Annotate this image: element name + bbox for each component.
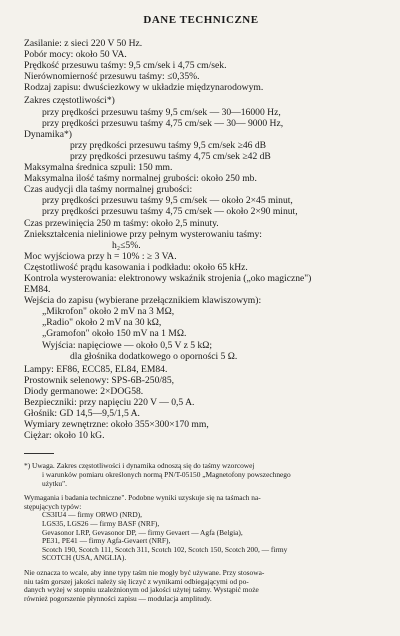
spec-line: Głośnik: GD 14,5—9,5/1,5 A. [24,408,140,420]
spec-line: Maksymalna ilość taśmy normalnej grubości: około 250 mb. [24,173,257,185]
spec-line: Zakres częstotliwości*) [24,95,115,107]
footnote-line: również pogorszenie płynności zapisu — modulacja amplitudy. [24,594,212,603]
spec-line: Lampy: EF86, ECC85, EL84, EM84. [24,363,168,375]
spec-line: przy prędkości przesuwu taśmy 9,5 cm/sek ≥46 dB [70,139,267,151]
spec-line: Prędkość przesuwu taśmy: 9,5 cm/sek i 4,75 cm/sek. [24,60,227,72]
spec-line: Wymiary zewnętrzne: około 355×300×170 mm, [24,419,209,431]
spec-line: Moc wyjściowa przy h = 10% : ≥ 3 VA. [24,250,177,262]
spec-line: „Mikrofon" około 2 mV na 3 MΩ, [42,306,175,318]
footnote-line: danych wyżej w stopniu uzależnionym od jakości użytej taśmy. Wystąpić może [24,586,259,595]
footnote-line: użytku". [42,479,67,488]
spec-line: Częstotliwość prądu kasowania i podkładu: około 65 kHz. [24,261,248,273]
spec-line: przy prędkości przesuwu taśmy 4,75 cm/sek — 30— 9000 Hz, [42,117,284,129]
spec-line: Zasilanie: z sieci 220 V 50 Hz. [24,38,143,49]
spec-line: Zniekształcenia nieliniowe przy pełnym wysterowaniu taśmy: [24,228,262,240]
spec-line: przy prędkości przesuwu taśmy 9,5 cm/sek — około 2×45 minut, [42,195,293,207]
spec-line: Czas audycji dla taśmy normalnej grubości: [24,184,193,196]
footnote-line: LGS35, LGS26 — firmy BASF (NRF), [42,519,160,528]
spec-line: Czas przewinięcia 250 m taśmy: około 2,5 minuty. [24,217,219,229]
footnote-line: Wymagania i badania techniczne". Podobne wyniki uzyskuje się na taśmach na- [24,494,261,503]
spec-line: Wejścia do zapisu (wybierane przełącznikiem klawiszowym): [24,295,262,307]
spec-line: przy prędkości przesuwu taśmy 9,5 cm/sek — 30—16000 Hz, [42,106,281,118]
footnote-line: Gevasonor LRP, Gevasonor DP, — firmy Gevaert — Agfa (Belgia), [42,528,243,537]
spec-line: Bezpieczniki: przy napięciu 220 V — 0,5 A. [24,397,195,408]
spec-line: Prostownik selenowy: SPS-6B-250/85, [24,374,175,386]
spec-line: Nierównomierność przesuwu taśmy: ≤0,35%. [24,71,200,83]
footnotes [24,462,378,603]
footnote-line: niu taśm gorszej jakości należy się liczyć z wynikami odbiegającymi od po- [24,577,249,586]
spec-line: przy prędkości przesuwu taśmy 4,75 cm/sek ≥42 dB [70,150,271,162]
footnote-divider [24,453,54,454]
footnote-line: stępujących typów: [24,502,82,511]
footnote-line: PE31, PE41 — firmy Agfa-Gevaert (NRF), [42,537,171,546]
footnote-line: i warunków pomiaru określonych normą PN/T-05150 „Magnetofony powszechnego [42,470,291,479]
footnote-line: SCOTCH (USA, ANGLIA). [42,554,127,563]
footnote-line: CS3IU4 — firmy ORWO (NRD), [42,511,142,520]
spec-line: „Radio" około 2 mV na 30 kΩ, [42,317,162,329]
footnote-line: Scotch 190, Scotch 111, Scotch 311, Scotch 102, Scotch 150, Scotch 200, — firmy [42,545,288,554]
spec-line: Rodzaj zapisu: dwuściezkowy w układzie międzynarodowym. [24,82,264,94]
spec-line: Kontrola wysterowania: elektronowy wskaźnik strojenia („oko magiczne") [24,272,312,284]
spec-line: Pobór mocy: około 50 VA. [24,49,127,61]
footnote-line: *) Uwaga. Zakres częstotliwości i dynamika odnoszą się do taśmy wzorcowej [24,462,255,471]
spec-line: przy prędkości przesuwu taśmy 4,75 cm/sek — około 2×90 minut, [42,206,298,218]
spec-line: Ciężar: około 10 kG. [24,430,105,442]
spec-line: „Gramofon" około 150 mV na 1 MΩ. [42,328,187,340]
spec-line: Dynamika*) [24,128,72,140]
spec-line: h₂≤5%. [112,239,141,251]
footnote-line: Nie oznacza to wcale, aby inne typy taśm nie mogły być używane. Przy stosowa- [24,568,265,577]
spec-line: Wyjścia: napięciowe — około 0,5 V z 5 kΩ; [42,339,213,351]
page-title: DANE TECHNICZNE [143,14,259,26]
spec-line: dla głośnika dodatkowego o oporności 5 Ω. [70,350,238,362]
spec-list [24,38,378,441]
spec-line: Diody germanowe: 2×DOG58. [24,385,144,397]
spec-line: Maksymalna średnica szpuli: 150 mm. [24,162,173,174]
spec-line: EM84. [24,284,51,296]
